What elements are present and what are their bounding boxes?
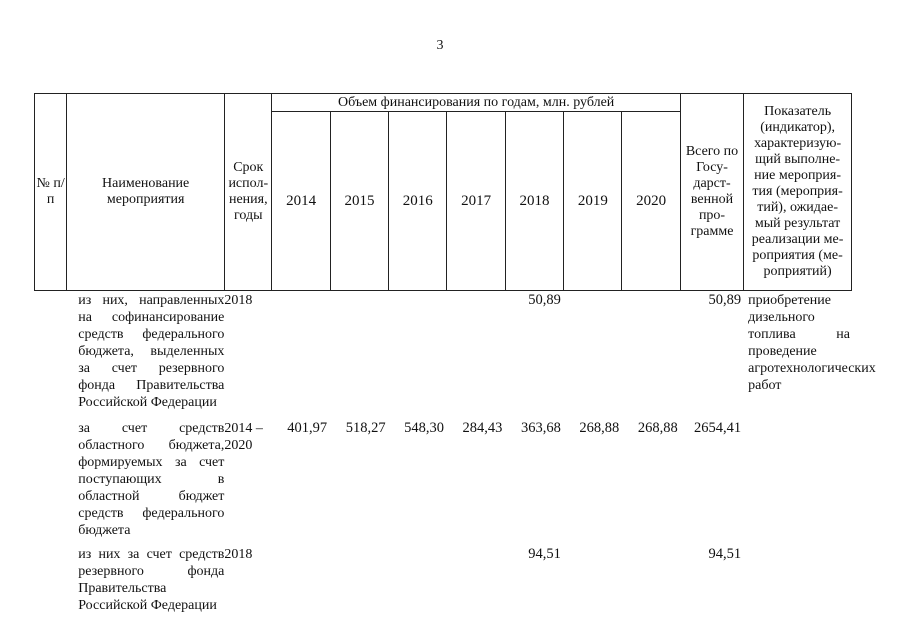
- col-num-header: № п/п: [35, 94, 67, 291]
- row-name: из них за счет средств резервного фонда Правительства Российской Федерации: [78, 547, 225, 613]
- row-value: [272, 539, 330, 614]
- row-value: 284,43: [462, 420, 503, 436]
- row-indicator: приобретение дизельного топлива на проведение агротехнологических работ: [748, 293, 876, 393]
- row-value: [389, 539, 447, 614]
- row-term: 2014 – 2020: [224, 421, 263, 453]
- year-header: 2014: [272, 112, 330, 291]
- row-name: из них, направленных на софинансирование средств федерального бюджета, выделенных за счет резервного фонда Правительства Российской Федерации: [78, 293, 225, 410]
- row-value: [447, 290, 505, 411]
- row-value: 268,88: [579, 420, 620, 436]
- col-indicator-header: Показатель (индикатор), характеризую- щий выполне- ние мероприя- тия (мероприя- тий), ожидае- мый результат реализации ме- роприятия (ме- роприятий): [744, 94, 852, 291]
- row-value: [622, 290, 680, 411]
- funding-header: Объем финансирования по годам, млн. рублей: [272, 94, 680, 112]
- row-value: [272, 290, 330, 411]
- row-value: 50,89: [528, 292, 561, 308]
- row-indicator: [744, 539, 852, 614]
- row-value: [447, 539, 505, 614]
- page-number: 3: [436, 38, 444, 53]
- table-header: [34, 93, 852, 291]
- table-body: [34, 290, 876, 614]
- row-value: 94,51: [528, 546, 561, 562]
- row-value: [389, 290, 447, 411]
- row-value: [564, 539, 622, 614]
- row-value: 268,88: [637, 420, 678, 436]
- table-row: [34, 411, 852, 539]
- row-value: 518,27: [345, 420, 386, 436]
- table-row: [34, 539, 852, 614]
- year-header: 2017: [447, 112, 505, 291]
- row-value: 548,30: [404, 420, 444, 436]
- year-header: 2015: [330, 112, 388, 291]
- row-indicator: [744, 411, 852, 539]
- year-header: 2020: [622, 112, 680, 291]
- col-total-header: Всего по Госу- дарст- венной про- грамме: [680, 94, 743, 291]
- row-value: [330, 290, 388, 411]
- col-term-header: Срок испол- нения, годы: [225, 94, 272, 291]
- table-row: [34, 290, 852, 411]
- row-total: 94,51: [708, 546, 742, 562]
- row-total: 2654,41: [694, 420, 742, 436]
- row-total: 50,89: [708, 292, 742, 308]
- row-value: [330, 539, 388, 614]
- row-value: [564, 290, 622, 411]
- year-header: 2019: [564, 112, 622, 291]
- row-name: за счет средств областного бюджета, формируемых за счет поступающих в областной бюджет средств федерального бюджета: [78, 421, 225, 538]
- row-term: 2018: [224, 293, 253, 308]
- row-value: 363,68: [520, 420, 561, 436]
- row-value: 401,97: [287, 420, 328, 436]
- year-header: 2018: [505, 112, 563, 291]
- row-term: 2018: [224, 547, 253, 562]
- col-name-header: Наименование мероприятия: [67, 94, 225, 291]
- row-value: [622, 539, 680, 614]
- year-header: 2016: [389, 112, 447, 291]
